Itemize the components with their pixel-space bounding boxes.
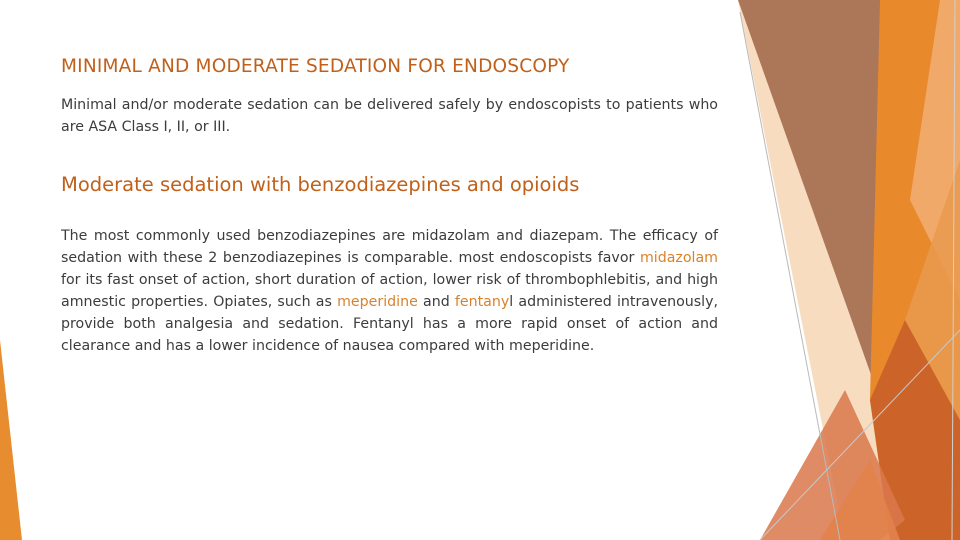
body-paragraph	[61, 226, 718, 357]
highlight-fentanyl: fentany	[454, 293, 510, 310]
slide-title: MINIMAL AND MODERATE SEDATION FOR ENDOSCOPY	[61, 56, 570, 77]
highlight-meperidine: meperidine	[337, 293, 418, 310]
body-text-4: l administered intravenously, provide both analgesia and sedation. Fentanyl has a more rapid onset of action and clearance and has a lower incidence of nausea compared with meperidine.	[61, 293, 718, 354]
body-text-2: for its fast onset of action, short duration of action, lower risk of thrombophlebitis, and high amnestic properties. Opiates, such as	[61, 271, 718, 310]
section-subtitle: Moderate sedation with benzodiazepines and opioids	[61, 173, 580, 196]
left-corner-triangle	[0, 340, 22, 540]
body-text-1: The most commonly used benzodiazepines are midazolam and diazepam. The efficacy of sedation with these 2 benzodiazepines is comparable. most endoscopists favor	[61, 228, 718, 266]
body-text-3: and	[417, 293, 455, 310]
content-area	[61, 52, 718, 357]
highlight-midazolam: midazolam	[639, 249, 718, 266]
intro-paragraph: Minimal and/or moderate sedation can be delivered safely by endoscopists to patients who are ASA Class I, II, or III.	[61, 97, 718, 135]
